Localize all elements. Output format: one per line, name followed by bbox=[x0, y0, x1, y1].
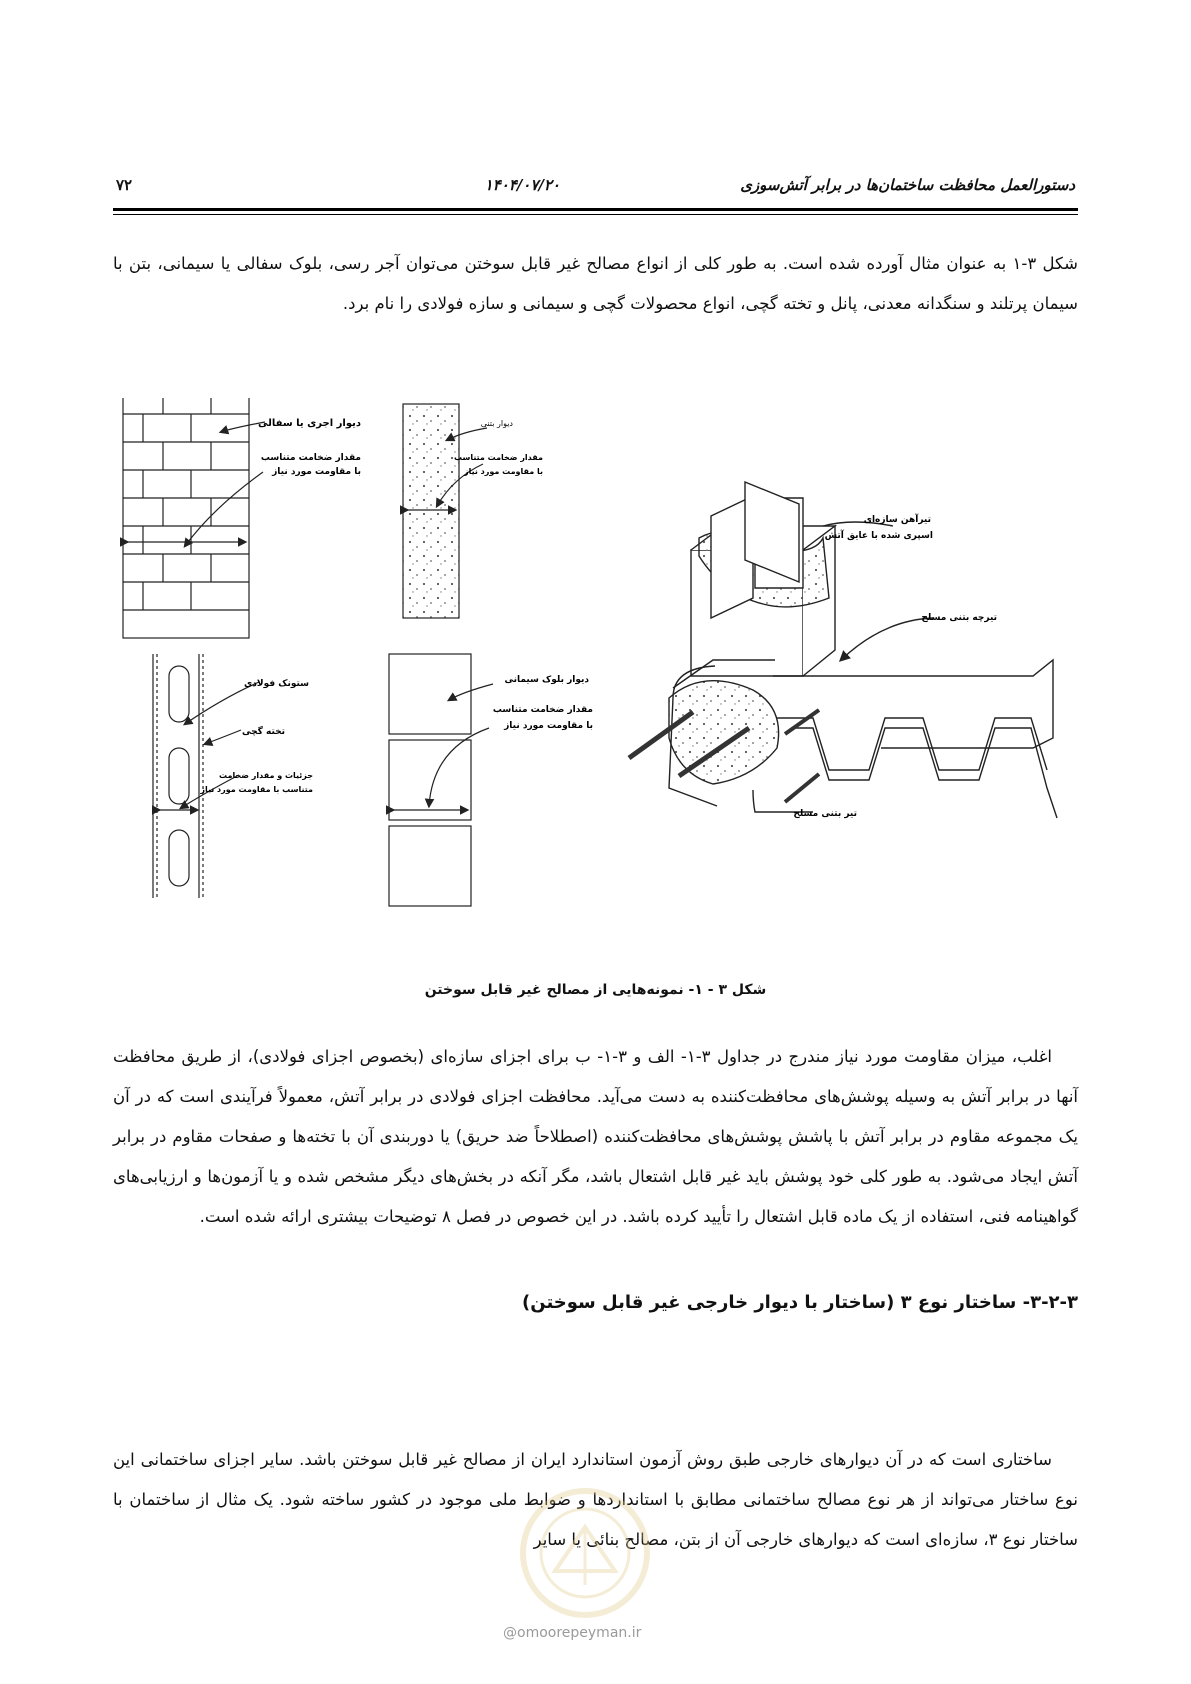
label-concrete-wall: دیوار بتنی bbox=[480, 419, 513, 428]
page-number: ۷۲ bbox=[116, 176, 133, 194]
label-stud-details-1: جزئیات و مقدار ضخامت bbox=[219, 771, 313, 780]
label-brick-thickness-2: با مقاومت مورد نیاز bbox=[272, 467, 361, 477]
label-cement-block-wall: دیوار بلوک سیمانی bbox=[504, 675, 589, 685]
header-rule-thin bbox=[113, 214, 1078, 215]
watermark-logo bbox=[495, 1475, 675, 1625]
running-header bbox=[116, 176, 1075, 202]
label-gypsum-board: تخته گچی bbox=[242, 727, 285, 737]
label-stud-details-2: متناسب با مقاومت مورد نیاز bbox=[200, 785, 313, 794]
watermark-text: @omoorepeyman.ir bbox=[503, 1625, 642, 1641]
figure-drawing bbox=[113, 398, 1078, 978]
label-steel-beam-2: اسپری شده با عایق آتش bbox=[824, 531, 933, 541]
figure-caption: شکل ۳ - ۱- نمونه‌هایی از مصالح غیر قابل سوختن bbox=[424, 982, 767, 998]
figure-noncombustible-materials bbox=[113, 398, 1078, 978]
header-rule-thick bbox=[113, 208, 1078, 211]
label-steel-beam-1: تیرآهن سازه‌ای bbox=[863, 515, 931, 525]
label-concrete-thickness-2: با مقاومت مورد نیاز bbox=[463, 467, 543, 476]
label-rc-joist: تیرچه بتنی مسلح bbox=[921, 613, 997, 623]
concrete-wall-drawing bbox=[403, 404, 487, 618]
header-date: ۱۴۰۴/۰۷/۲۰ bbox=[484, 176, 560, 194]
label-block-thickness-2: با مقاومت مورد نیاز bbox=[504, 721, 593, 731]
brick-wall-drawing bbox=[123, 398, 265, 638]
paragraph-type3: ساختاری است که در آن دیوارهای خارجی طبق روش آزمون استاندارد ایران از مصالح غیر قابل سوختن باشد. سایر اجزای ساختمانی این نوع ساختار می‌تواند از هر نوع مصالح ساختمانی مطابق با استانداردها و ضوابط ملی موجود در کشور ساخته شود. یک مثال از ساختمان با ساختار نوع ۳، سازه‌ای است که دیوارهای خارجی آن از بتن، مصالح بنائی یا سایر bbox=[113, 1450, 1078, 1549]
label-brick-wall: دیوار اجری یا سفالی bbox=[258, 418, 361, 429]
header-title: دستورالعمل محافظت ساختمان‌ها در برابر آتش‌سوزی bbox=[740, 176, 1075, 194]
label-rc-beam: تیر بتنی مسلح bbox=[793, 809, 857, 819]
paragraph-protection: اغلب، میزان مقاومت مورد نیاز مندرج در جداول ۳-۱- الف و ۳-۱- ب برای اجزای سازه‌ای (بخصوص اجزای فولادی)، از طریق محافظت آنها در برابر آتش به وسیله پوشش‌های محافظت‌کننده به دست می‌آید. محافظت اجزای فولادی در برابر آتش، معمولاً فرآیندی است که در آن یک مجموعه مقاوم در برابر آتش با پاشش پوشش‌های محافظت‌کننده (اصطلاحاً ضد حریق) یا دوربندی آن با تخته‌ها و صفحات مقاوم در برابر آتش ایجاد می‌شود. به طور کلی خود پوشش باید غیر قابل اشتعال باشد، مگر آنکه در بخش‌های دیگر مشخص شده و یا آزمون‌ها و ارزیابی‌های گواهینامه فنی، استفاده از یک ماده قابل اشتعال را تأیید کرده باشد. در این خصوص در فصل ۸ توضیحات بیشتری ارائه شده است. bbox=[113, 1047, 1078, 1226]
label-brick-thickness-1: مقدار ضخامت متناسب bbox=[260, 453, 361, 463]
section-heading: ۳-۲-۳- ساختار نوع ۳ (ساختار با دیوار خارجی غیر قابل سوختن) bbox=[522, 1292, 1078, 1313]
paragraph-intro: شکل ۳-۱ به عنوان مثال آورده شده است. به طور کلی از انواع مصالح غیر قابل سوختن می‌توان آجر رسی، بلوک سفالی یا سیمانی، بتن با سیمان پرتلند و سنگدانه معدنی، پانل و تخته گچی، انواع محصولات گچی و سیمانی و سازه فولادی را نام برد. bbox=[113, 254, 1078, 313]
label-block-thickness-1: مقدار ضخامت متناسب bbox=[492, 705, 593, 715]
label-steel-stud: ستونک فولادی bbox=[244, 679, 309, 689]
label-concrete-thickness-1: مقدار ضخامت متناسب bbox=[454, 453, 543, 462]
cement-block-wall-drawing bbox=[389, 654, 493, 906]
